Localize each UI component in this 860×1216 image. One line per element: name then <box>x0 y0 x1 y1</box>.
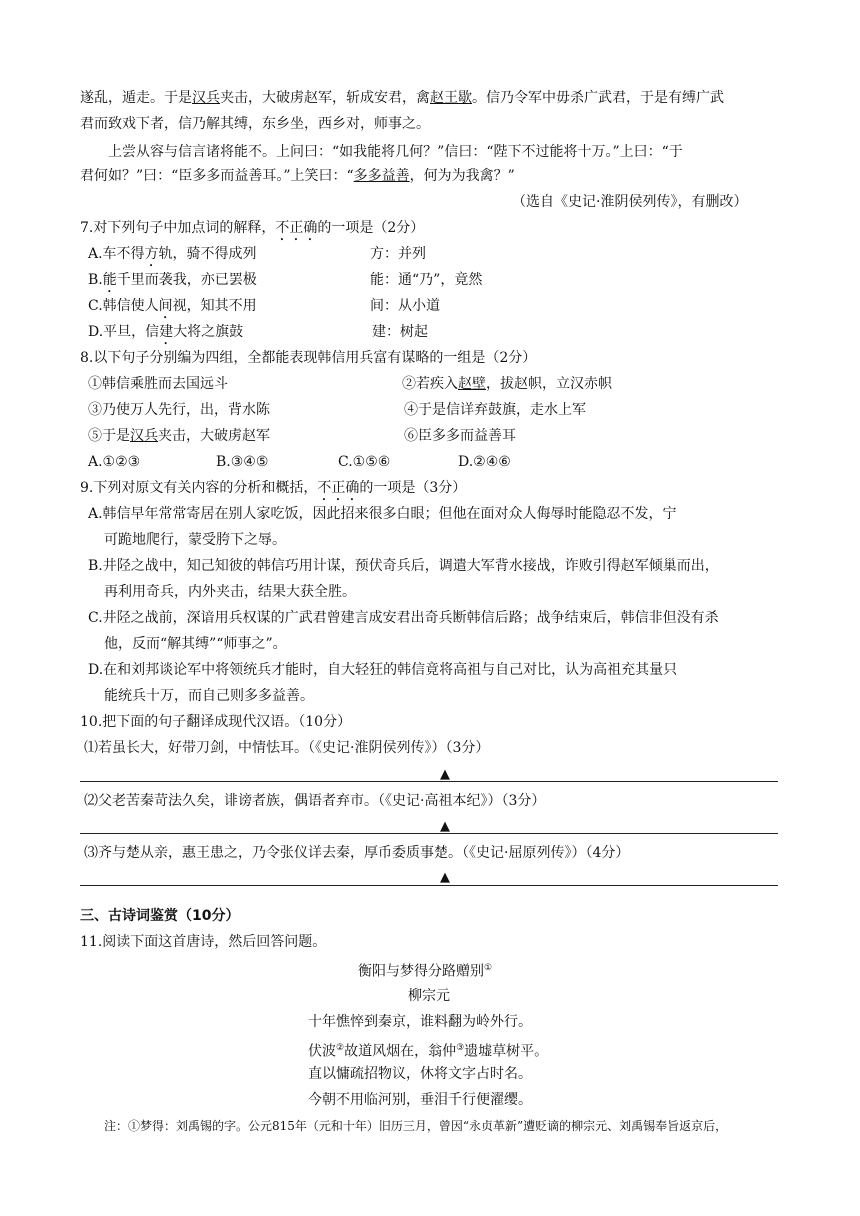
section-heading: 三、古诗词鉴赏（10分） <box>80 908 240 924</box>
answer-marker: ▲ <box>440 767 450 782</box>
q7-option-d: D.平旦，信建大将之旗鼓 <box>88 324 244 340</box>
q7-option-c: C.韩信使人间视，知其不用 <box>88 298 257 314</box>
q9-option-c-cont: 他，反而“解其缚”“师事之”。 <box>104 636 287 652</box>
passage-line: 君何如？”曰：“臣多多而益善耳。”上笑曰：“多多益善，何为为我禽？” <box>80 168 515 184</box>
q8-item: ①韩信乘胜而去国远斗 <box>88 376 228 392</box>
q8-option-b[interactable]: B.③④⑤ <box>216 454 269 470</box>
q9-stem: 9.下列对原文有关内容的分析和概括，不正确的一项是（3分） <box>80 480 467 496</box>
q7-option-a-explanation: 方：并列 <box>370 246 426 262</box>
q8-item: ⑥臣多多而益善耳 <box>404 428 516 444</box>
q8-item: ④于是信详弃鼓旗，走水上军 <box>404 402 586 418</box>
poem-note: 注：①梦得：刘禹锡的字。公元815年（元和十年）旧历三月，曾因“永贞革新”遭贬谪的柳宗元、刘禹锡奉旨返京后， <box>104 1119 728 1133</box>
poem-line: 直以慵疏招物议，休将文字占时名。 <box>308 1066 532 1082</box>
q9-option-d: D.在和刘邦谈论军中将领统兵才能时，自大轻狂的韩信竟将高祖与自己对比，认为高祖充其量只 <box>88 662 678 678</box>
q10-sentence-3: ⑶齐与楚从亲，惠王患之，乃令张仪详去秦，厚币委质事楚。（《史记·屈原列传》）（4分） <box>84 845 630 861</box>
q9-option-d-cont: 能统兵十万，而自己则多多益善。 <box>104 688 314 704</box>
answer-line[interactable] <box>80 833 778 834</box>
q9-option-c: C.井陉之战前，深谙用兵权谋的广武君曾建言成安君出奇兵断韩信后路；战争结束后，韩信非但没有杀 <box>88 610 719 626</box>
answer-line[interactable] <box>80 781 778 782</box>
q8-item: ③乃使万人先行，出，背水陈 <box>88 402 270 418</box>
q8-option-a[interactable]: A.①②③ <box>88 454 141 470</box>
q8-option-c[interactable]: C.①⑤⑥ <box>338 454 391 470</box>
q9-option-b: B.井陉之战中，知己知彼的韩信巧用计谋，预伏奇兵后，调遣大军背水接战，诈败引得赵军倾巢而出， <box>88 558 719 574</box>
answer-marker: ▲ <box>440 819 450 834</box>
q9-option-b-cont: 再利用奇兵，内外夹击，结果大获全胜。 <box>104 584 356 600</box>
q9-option-a-cont: 可跪地爬行，蒙受胯下之辱。 <box>104 532 286 548</box>
poem-title: 衡阳与梦得分路赠别① <box>358 963 493 980</box>
poem-line: 伏波②故道风烟在，翁仲③遗墟草树平。 <box>308 1043 549 1060</box>
q7-option-c-explanation: 间：从小道 <box>370 298 440 314</box>
q8-option-d[interactable]: D.②④⑥ <box>458 454 511 470</box>
q7-option-d-explanation: 建：树起 <box>372 324 428 340</box>
q11-stem: 11.阅读下面这首唐诗，然后回答问题。 <box>80 934 327 950</box>
passage-line: 君而致戏下者，信乃解其缚，东乡坐，西乡对，师事之。 <box>80 116 430 132</box>
poem-author: 柳宗元 <box>408 988 450 1004</box>
q10-stem: 10.把下面的句子翻译成现代汉语。（10分） <box>80 714 352 730</box>
answer-line[interactable] <box>80 885 778 886</box>
q7-option-b-explanation: 能：通“乃”，竟然 <box>370 272 483 288</box>
q7-option-b: B.能千里而袭我，亦已罢极 <box>88 272 257 288</box>
q8-item: ⑤于是汉兵夹击，大破虏赵军 <box>88 428 270 444</box>
q10-sentence-2: ⑵父老苦秦苛法久矣，诽谤者族，偶语者弃市。（《史记·高祖本纪》）（3分） <box>84 793 546 809</box>
q8-stem: 8.以下句子分别编为四组，全都能表现韩信用兵富有谋略的一组是（2分） <box>80 350 537 366</box>
q8-item: ②若疾入赵壁，拔赵帜，立汉赤帜 <box>402 376 612 392</box>
passage-source: （选自《史记·淮阴侯列传》，有删改） <box>512 194 748 210</box>
q7-option-a: A.车不得方轨，骑不得成列 <box>88 246 257 262</box>
poem-line: 十年憔悴到秦京，谁料翻为岭外行。 <box>308 1014 532 1030</box>
answer-marker: ▲ <box>440 870 450 885</box>
q9-option-a: A.韩信早年常常寄居在别人家吃饭，因此招来很多白眼；但他在面对众人侮辱时能隐忍不发，宁 <box>88 506 677 522</box>
passage-line: 遂乱，遁走。于是汉兵夹击，大破虏赵军，斩成安君，禽赵王歇。信乃令军中毋杀广武君，于是有缚广武 <box>80 90 724 106</box>
poem-line: 今朝不用临河别，垂泪千行便濯缨。 <box>308 1092 532 1108</box>
passage-line: 上尝从容与信言诸将能不。上问曰：“如我能将几何？”信曰：“陛下不过能将十万。”上曰：“于 <box>108 144 683 160</box>
q10-sentence-1: ⑴若虽长大，好带刀剑，中情怯耳。（《史记·淮阴侯列传》）（3分） <box>84 740 490 756</box>
q7-stem: 7.对下列句子中加点词的解释，不正确的一项是（2分） <box>80 220 425 236</box>
